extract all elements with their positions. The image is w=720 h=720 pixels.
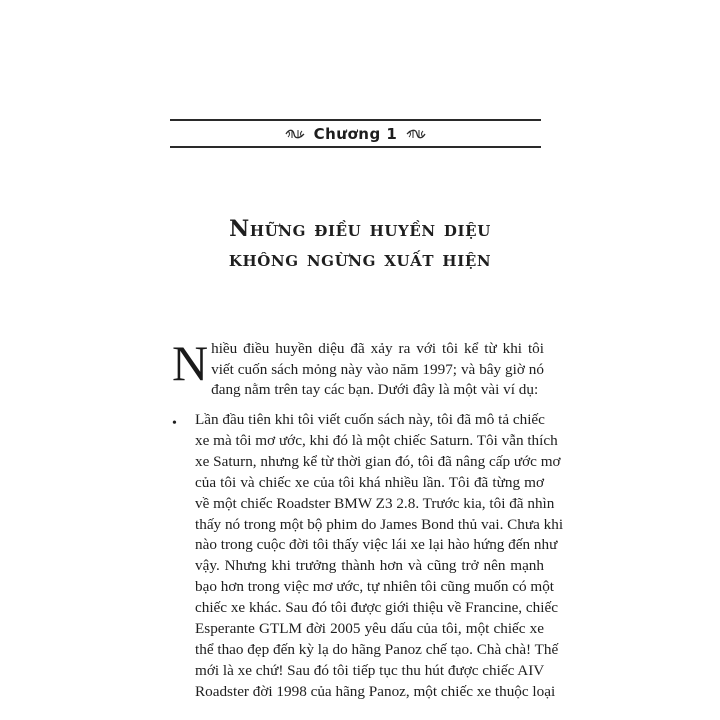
ornament-right-icon: [405, 127, 427, 141]
chapter-heading: [170, 121, 541, 146]
bullet-line: Esperante GTLM đời 2005 yêu dấu của tôi, một chiếc xe: [195, 620, 544, 638]
drop-cap: N: [172, 335, 209, 391]
bullet-paragraph: [195, 410, 564, 703]
bullet-line: thấy nó trong một bộ phim do James Bond thủ vai. Chưa khi: [195, 515, 564, 533]
chapter-title-line-2: không ngừng xuất hiện: [228, 246, 492, 272]
intro-text: hiều điều huyền diệu đã xảy ra với tôi kể từ khi tôi viết cuốn sách mỏng này vào năm 1997; và bây giờ nó đang nằm trên tay các bạn. Dưới đây là một vài ví dụ:: [211, 340, 544, 398]
bullet-line: Lần đầu tiên khi tôi viết cuốn sách này, tôi đã mô tả chiếc: [195, 411, 545, 428]
bullet-line: về một chiếc Roadster BMW Z3 2.8. Trước kia, tôi đã nhìn: [195, 494, 555, 512]
bullet-line: của tôi và chiếc xe của tôi khá nhiều lần. Tôi đã từng mơ: [195, 473, 544, 491]
bullet-line: thể thao đẹp đến kỳ lạ do hãng Panoz chế tạo. Chà chà! Thế: [195, 640, 559, 658]
bullet-line: bạo hơn trong việc mơ ước, tự nhiên tôi cũng muốn có một: [195, 578, 555, 596]
bullet-line: vậy. Nhưng khi trưởng thành hơn và cũng trở nên mạnh: [195, 557, 544, 575]
bullet-line: xe mà tôi mơ ước, khi đó là một chiếc Saturn. Tôi vẫn thích: [195, 431, 558, 449]
bullet-line: mới là xe chứ! Sau đó tôi tiếp tục thu hút được chiếc AIV: [195, 661, 545, 679]
bullet-line: chiếc xe khác. Sau đó tôi được giới thiệu về Francine, chiếc: [195, 599, 558, 617]
ornament-left-icon: [284, 127, 306, 141]
chapter-title-line-1: Những điều huyền diệu: [229, 216, 491, 242]
intro-paragraph: [172, 335, 544, 409]
bullet-line: Roadster đời 1998 của hãng Panoz, một chiếc xe thuộc loại: [195, 682, 556, 700]
chapter-rule-bottom: [170, 146, 541, 148]
chapter-label: Chương 1: [313, 124, 398, 143]
bullet-line: nào trong cuộc đời tôi thấy việc lái xe lại hào hứng đến như: [195, 536, 558, 554]
bullet-line: xe Saturn, nhưng kể từ thời gian đó, tôi đã nâng cấp ước mơ: [195, 452, 561, 470]
bullet-marker: •: [172, 416, 177, 431]
